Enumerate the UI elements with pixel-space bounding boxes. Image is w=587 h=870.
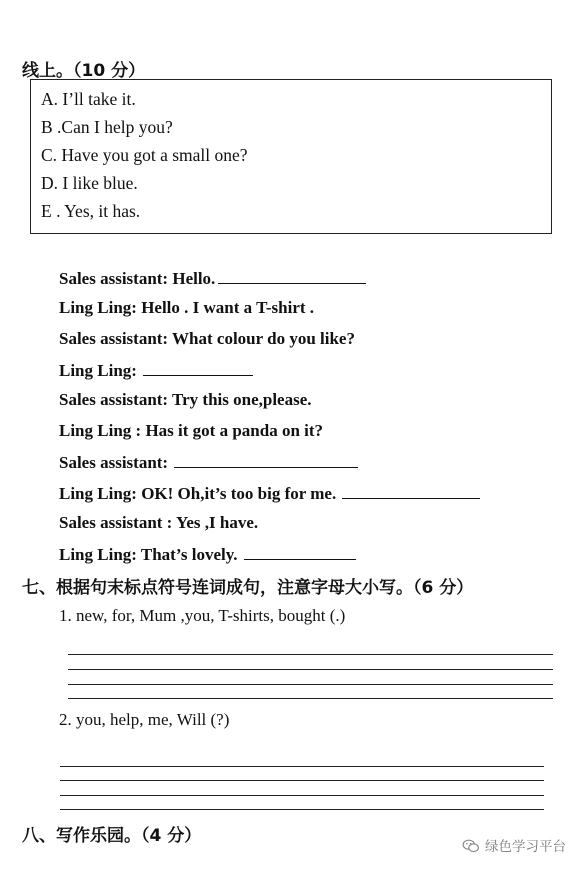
question-1: 1. new, for, Mum ,you, T-shirts, bought (.)	[59, 606, 346, 625]
section-heading-top: 线上。（10 分）	[22, 61, 146, 81]
dialogue-line-1	[59, 267, 366, 289]
dialogue-line-7	[59, 451, 358, 473]
dialogue-text: Ling Ling : Has it got a panda on it?	[59, 421, 324, 440]
dialogue-text: Sales assistant: Try this one,please.	[59, 390, 312, 409]
dialogue-line-5	[59, 390, 312, 410]
wechat-icon	[462, 839, 480, 853]
dialogue-text: Ling Ling:	[59, 361, 137, 380]
answer-blank[interactable]	[174, 451, 358, 468]
dialogue-text: Sales assistant: What colour do you like?	[59, 329, 355, 348]
section-eight-heading: 八、写作乐园。（4 分）	[22, 826, 202, 846]
option-a: A. I’ll take it.	[41, 89, 136, 109]
writing-line	[68, 654, 553, 655]
dialogue-text: Sales assistant: Hello.	[59, 269, 216, 288]
writing-line	[60, 766, 544, 767]
option-d: D. I like blue.	[41, 173, 138, 193]
answer-blank[interactable]	[218, 267, 366, 284]
dialogue-line-6	[59, 421, 323, 441]
answer-blank[interactable]	[143, 359, 253, 376]
dialogue-line-2	[59, 298, 314, 318]
option-e: E . Yes, it has.	[41, 201, 141, 221]
writing-line	[60, 809, 544, 810]
option-c: C. Have you got a small one?	[41, 145, 248, 165]
writing-line	[68, 669, 553, 670]
dialogue-line-9	[59, 513, 258, 533]
answer-blank[interactable]	[244, 543, 356, 560]
dialogue-text: Ling Ling: That’s lovely.	[59, 545, 238, 564]
dialogue-text: Ling Ling: Hello . I want a T-shirt .	[59, 298, 315, 317]
dialogue-line-10	[59, 543, 356, 565]
options-box	[30, 79, 552, 234]
dialogue-line-4	[59, 359, 253, 381]
dialogue-text: Ling Ling: OK! Oh,it’s too big for me.	[59, 484, 337, 503]
section-seven-heading: 七、根据句末标点符号连词成句，注意字母大小写。（6 分）	[22, 578, 474, 598]
writing-line	[60, 780, 544, 781]
dialogue-text: Sales assistant : Yes ,I have.	[59, 513, 259, 532]
question-2: 2. you, help, me, Will (?)	[59, 710, 230, 729]
option-b: B .Can I help you?	[41, 117, 173, 137]
dialogue-text: Sales assistant:	[59, 453, 169, 472]
writing-line	[68, 698, 553, 699]
dialogue-line-3	[59, 329, 355, 349]
dialogue-line-8	[59, 482, 480, 504]
writing-line	[68, 684, 553, 685]
watermark	[462, 835, 566, 855]
writing-line	[60, 795, 544, 796]
watermark-text: 绿色学习平台	[485, 839, 566, 855]
answer-blank[interactable]	[342, 482, 480, 499]
